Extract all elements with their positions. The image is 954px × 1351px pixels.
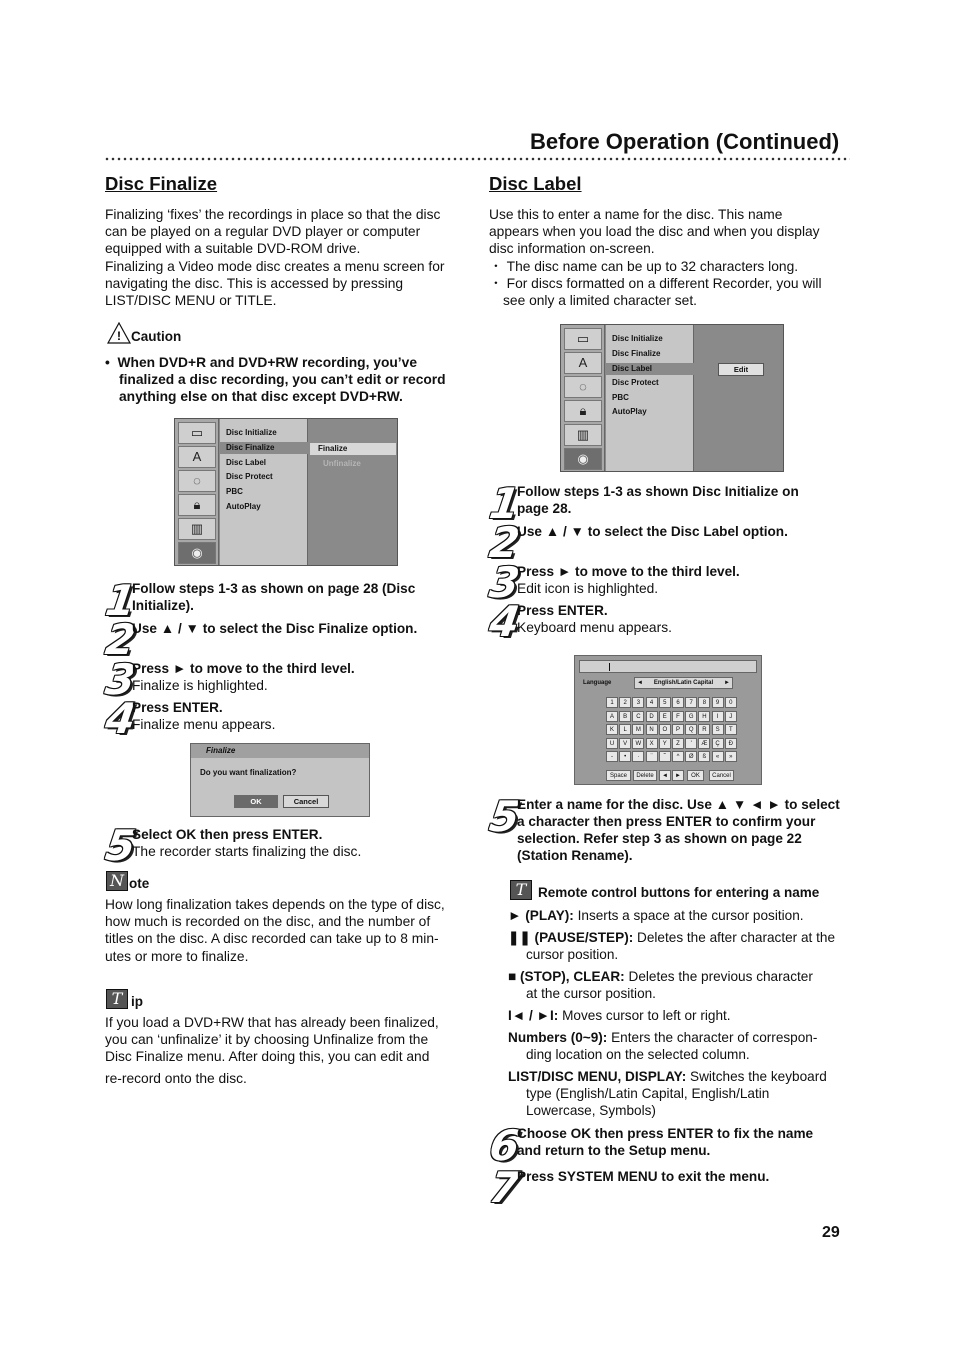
keyboard-key[interactable]: •: [619, 751, 631, 762]
dialog-question: Do you want finalization?: [200, 768, 297, 777]
keyboard-key[interactable]: ß: [698, 751, 710, 762]
remote-tip-title: Remote control buttons for entering a name: [538, 885, 820, 900]
step-heading: Press SYSTEM MENU to exit the menu.: [517, 1169, 770, 1184]
keyboard-key[interactable]: ^: [672, 751, 684, 762]
intro-line: appears when you load the disc and when you display: [489, 224, 820, 240]
keyboard-key[interactable]: O: [659, 724, 671, 735]
keyboard-key[interactable]: R: [698, 724, 710, 735]
menu-item-pbc[interactable]: PBC: [612, 393, 629, 402]
keyboard-key[interactable]: 3: [632, 697, 644, 708]
step-heading: Use ▲ / ▼ to select the Disc Label option.: [517, 524, 788, 539]
intro-line: Use this to enter a name for the disc. This name: [489, 207, 783, 222]
keyboard-key[interactable]: ˜: [659, 751, 671, 762]
rc-text: type (English/Latin Capital, English/Latin: [526, 1086, 770, 1101]
keyboard-key[interactable]: Ç: [712, 738, 724, 749]
keyboard-key[interactable]: T: [725, 724, 737, 735]
bullet-text: For discs formatted on a different Recorder, you will: [506, 275, 822, 291]
note-label: ote: [129, 876, 150, 891]
step-heading: Follow steps 1-3 as shown Disc Initialize on: [517, 484, 799, 499]
dialog-title: Finalize: [191, 744, 369, 758]
keyboard-key[interactable]: U: [606, 738, 618, 749]
keyboard-key[interactable]: W: [632, 738, 644, 749]
step-heading: Press ► to move to the third level.: [132, 661, 355, 676]
tip-text: [105, 1014, 470, 1087]
rc-text: at the cursor position.: [526, 986, 656, 1001]
tv-icon: ▭: [564, 328, 602, 350]
keyboard-key[interactable]: C: [632, 711, 644, 722]
keyboard-key[interactable]: ·: [632, 751, 644, 762]
finalize-menu-screen: [174, 418, 398, 566]
step-number: 5: [486, 792, 523, 841]
note-line: titles on the disc. A disc recorded can take up to 8 min-: [105, 931, 439, 947]
keyboard-key[interactable]: Q: [685, 724, 697, 735]
edit-button[interactable]: Edit: [718, 363, 764, 376]
tip-line: If you load a DVD+RW that has already been finalized,: [105, 1015, 439, 1030]
film-icon: ▥: [178, 518, 216, 540]
step-heading: selection. Refer step 3 as shown on page 22: [517, 831, 802, 846]
keyboard-key[interactable]: A: [606, 711, 618, 722]
finalize-dialog: [190, 743, 370, 817]
rc-text: ding location on the selected column.: [526, 1047, 750, 1062]
step-number: 4: [486, 597, 523, 646]
svg-text:!: !: [117, 329, 121, 343]
keyboard-key[interactable]: 8: [698, 697, 710, 708]
step-2: [517, 523, 852, 540]
step-subtext: Edit icon is highlighted.: [517, 581, 659, 596]
keyboard-key[interactable]: -: [606, 751, 618, 762]
step-4: [517, 602, 852, 636]
step-7: [517, 1168, 862, 1185]
lock-icon: 🔒︎: [564, 400, 602, 422]
remote-tip-heading: [510, 880, 819, 900]
menu-item-disc-finalize[interactable]: Disc Finalize: [612, 349, 661, 358]
keyboard-key[interactable]: I: [712, 711, 724, 722]
language-label: Language: [583, 680, 612, 686]
menu-icon-column: [561, 325, 605, 471]
keyboard-key[interactable]: F: [672, 711, 684, 722]
menu-item-disc-initialize[interactable]: Disc Initialize: [612, 334, 663, 343]
page-header-title: Before Operation (Continued): [530, 129, 840, 154]
step-heading: Initialize).: [132, 598, 194, 613]
label-intro: [489, 206, 854, 309]
step-6: [517, 1125, 862, 1159]
intro-line: disc information on-screen.: [489, 241, 655, 257]
arrow-right-icon: ►: [724, 680, 730, 686]
note-line: How long finalization takes depends on the type of disc,: [105, 897, 445, 912]
step-heading: and return to the Setup menu.: [517, 1143, 711, 1158]
menu-item-disc-label[interactable]: Disc Label: [606, 363, 694, 375]
keyboard-key[interactable]: V: [619, 738, 631, 749]
audio-icon: ◌: [564, 376, 602, 398]
step-4: [132, 699, 462, 733]
tip-line: you can ‘unfinalize’ it by choosing Unfinalize from the: [105, 1032, 429, 1048]
keyboard-key[interactable]: 1: [606, 697, 618, 708]
keyboard-key[interactable]: K: [606, 724, 618, 735]
step-subtext: Finalize menu appears.: [132, 717, 276, 732]
tip-icon: T: [510, 880, 532, 900]
rc-text: Switches the keyboard: [686, 1069, 827, 1084]
keyboard-key[interactable]: 9: [712, 697, 724, 708]
intro-line: Finalizing ‘fixes’ the recordings in place so that the disc: [105, 207, 441, 222]
bullet-text: The disc name can be up to 32 characters long.: [506, 258, 799, 274]
rc-key: I◄ / ►I:: [508, 1008, 559, 1023]
cursor-left-key[interactable]: ◄: [659, 770, 671, 781]
step-1: [132, 580, 462, 614]
language-value: English/Latin Capital: [653, 680, 714, 686]
note-text: [105, 896, 470, 965]
menu-item-pbc[interactable]: PBC: [226, 487, 243, 496]
keyboard-key[interactable]: Æ: [698, 738, 710, 749]
rc-text: Moves cursor to left or right.: [558, 1008, 731, 1023]
disc-label-menu-screen: [560, 324, 784, 472]
rc-text: Lowercase, Symbols): [526, 1103, 656, 1118]
step-number: 2: [486, 518, 523, 567]
keyboard-key[interactable]: H: [698, 711, 710, 722]
rc-key: Numbers (0~9):: [508, 1030, 608, 1045]
keyboard-key[interactable]: 7: [685, 697, 697, 708]
text-cursor: [609, 663, 610, 671]
language-icon: A: [178, 446, 216, 468]
step-heading: Press ► to move to the third level.: [517, 564, 740, 579]
keyboard-key[interactable]: »: [725, 751, 737, 762]
cancel-key[interactable]: Cancel: [709, 770, 734, 781]
tip-line: re-record onto the disc.: [105, 1070, 247, 1086]
menu-item-disc-label[interactable]: Disc Label: [226, 458, 267, 467]
keyboard-key[interactable]: J: [725, 711, 737, 722]
step-heading: Press ENTER.: [132, 700, 223, 715]
step-heading: (Station Rename).: [517, 848, 633, 863]
disc-icon: ◉: [178, 542, 216, 564]
rc-item-numbers: [508, 1029, 853, 1063]
disc-icon: ◉: [564, 448, 602, 470]
step-subtext: Finalize is highlighted.: [132, 678, 268, 693]
finalize-intro: [105, 206, 470, 309]
menu-item-column: [220, 419, 308, 565]
step-number: 2: [102, 615, 139, 664]
rc-item-pause: [508, 929, 853, 963]
keyboard-key[interactable]: 4: [646, 697, 658, 708]
menu-item-autoplay[interactable]: AutoPlay: [226, 502, 261, 511]
language-icon: A: [564, 352, 602, 374]
page-number: 29: [822, 1224, 840, 1241]
rc-text: cursor position.: [526, 947, 619, 962]
step-5: [132, 826, 462, 860]
note-line: how much is recorded on the disc, and the number of: [105, 914, 431, 930]
keyboard-key[interactable]: Ø: [685, 751, 697, 762]
bullet-text: see only a limited character set.: [503, 293, 698, 309]
keyboard-key[interactable]: ': [685, 738, 697, 749]
step-number: 3: [102, 655, 139, 704]
keyboard-screen: [574, 655, 762, 785]
intro-line: LIST/DISC MENU or TITLE.: [105, 293, 277, 309]
rc-item-skip: [508, 1007, 853, 1024]
section-title-disc-finalize: Disc Finalize: [105, 173, 218, 194]
option-unfinalize[interactable]: Unfinalize: [323, 459, 361, 468]
note-line: utes or more to finalize.: [105, 948, 249, 964]
language-selector[interactable]: [634, 677, 733, 689]
menu-item-disc-protect[interactable]: Disc Protect: [226, 472, 273, 481]
rc-text: Inserts a space at the cursor position.: [573, 908, 804, 923]
film-icon: ▥: [564, 424, 602, 446]
keyboard-key[interactable]: «: [712, 751, 724, 762]
menu-item-autoplay[interactable]: AutoPlay: [612, 407, 647, 416]
audio-icon: ◌: [178, 470, 216, 492]
keyboard-key[interactable]: ¨: [646, 751, 658, 762]
tip-icon: T: [106, 989, 128, 1009]
dialog-cancel-button[interactable]: Cancel: [283, 795, 329, 808]
arrow-left-icon: ◄: [637, 680, 643, 686]
step-heading: Press ENTER.: [517, 603, 608, 618]
keyboard-key[interactable]: 6: [672, 697, 684, 708]
tip-label: ip: [131, 994, 143, 1009]
keyboard-key[interactable]: D: [646, 711, 658, 722]
section-title-disc-label: Disc Label: [489, 173, 582, 194]
menu-item-disc-protect[interactable]: Disc Protect: [612, 378, 659, 387]
tip-heading: [106, 989, 143, 1009]
caution-heading: [107, 322, 181, 344]
step-number: 7: [486, 1163, 523, 1212]
menu-item-column: [606, 325, 694, 471]
keyboard-key[interactable]: L: [619, 724, 631, 735]
rc-item-list: [508, 1068, 853, 1119]
step-heading: Use ▲ / ▼ to select the Disc Finalize option.: [132, 621, 418, 636]
warning-triangle-icon: [107, 322, 131, 344]
dotted-divider: [104, 157, 850, 161]
keyboard-key[interactable]: B: [619, 711, 631, 722]
delete-key[interactable]: Delete: [633, 770, 657, 781]
step-number: 6: [486, 1121, 523, 1170]
note-heading: [106, 871, 149, 891]
step-subtext: Keyboard menu appears.: [517, 620, 672, 635]
keyboard-key[interactable]: M: [632, 724, 644, 735]
rc-text: Enters the character of correspon-: [607, 1030, 818, 1045]
step-2: [132, 620, 462, 637]
keyboard-key[interactable]: Y: [659, 738, 671, 749]
option-finalize[interactable]: Finalize: [310, 443, 396, 455]
menu-icon-column: [175, 419, 219, 565]
menu-item-disc-initialize[interactable]: Disc Initialize: [226, 428, 277, 437]
step-subtext: The recorder starts finalizing the disc.: [132, 844, 362, 859]
step-heading: Follow steps 1-3 as shown on page 28 (Disc: [132, 581, 416, 596]
keyboard-key[interactable]: Ð: [725, 738, 737, 749]
keyboard-key[interactable]: G: [685, 711, 697, 722]
step-heading: Choose OK then press ENTER to fix the name: [517, 1126, 814, 1141]
rc-key: LIST/DISC MENU, DISPLAY:: [508, 1069, 687, 1084]
keyboard-key[interactable]: S: [712, 724, 724, 735]
keyboard-key[interactable]: E: [659, 711, 671, 722]
step-3: [132, 660, 462, 694]
bullet-item: ・ For discs formatted on a different Recorder, you will: [489, 275, 822, 291]
step-heading: page 28.: [517, 501, 572, 516]
dialog-ok-button[interactable]: OK: [234, 795, 278, 808]
step-5: [517, 796, 862, 864]
step-heading: a character then press ENTER to confirm your: [517, 814, 816, 829]
keyboard-key[interactable]: 2: [619, 697, 631, 708]
keyboard-key[interactable]: N: [646, 724, 658, 735]
lock-icon: 🔒︎: [178, 494, 216, 516]
step-number: 5: [102, 821, 139, 870]
tv-icon: ▭: [178, 422, 216, 444]
cursor-right-key[interactable]: ►: [672, 770, 684, 781]
keyboard-key[interactable]: Z: [672, 738, 684, 749]
bullet-item: ・ The disc name can be up to 32 characters long.: [489, 258, 799, 274]
rc-key: ❚❚ (PAUSE/STEP):: [508, 930, 634, 945]
tip-line: Disc Finalize menu. After doing this, you can edit and: [105, 1049, 430, 1065]
step-heading: Select OK then press ENTER.: [132, 827, 323, 842]
rc-item-play: [508, 907, 853, 924]
rc-key: ■ (STOP), CLEAR:: [508, 969, 625, 984]
step-number: 3: [486, 558, 523, 607]
caution-text: When DVD+R and DVD+RW recording, you’ve finalized a disc recording, you can’t edit or record anything else on that disc except DVD+RW.: [117, 355, 446, 405]
step-number: 1: [102, 576, 139, 625]
intro-line: can be played on a regular DVD player or computer: [105, 224, 421, 240]
rc-key: ► (PLAY):: [508, 908, 574, 923]
keyboard-key[interactable]: X: [646, 738, 658, 749]
step-1: [517, 483, 852, 517]
rc-item-stop: [508, 968, 853, 1002]
keyboard-key[interactable]: P: [672, 724, 684, 735]
caution-bullet: • When DVD+R and DVD+RW recording, you’ve finalized a disc recording, you can’t edit or record anything else on that disc except DVD+RW.: [105, 355, 446, 405]
name-input[interactable]: [579, 660, 757, 673]
keyboard-key[interactable]: 5: [659, 697, 671, 708]
caution-label: Caution: [131, 329, 182, 344]
ok-key[interactable]: OK: [687, 770, 704, 781]
keyboard-key[interactable]: 0: [725, 697, 737, 708]
step-number: 1: [486, 479, 523, 528]
intro-line: Finalizing a Video mode disc creates a menu screen for: [105, 258, 445, 274]
remote-tip-list: [508, 907, 858, 1119]
step-number: 4: [102, 694, 139, 743]
space-key[interactable]: Space: [606, 770, 631, 781]
step-heading: Enter a name for the disc. Use ▲ ▼ ◄ ► to select: [517, 797, 840, 812]
note-icon: N: [106, 871, 128, 891]
step-3: [517, 563, 852, 597]
intro-line: equipped with a suitable DVD-ROM drive.: [105, 241, 361, 257]
intro-line: navigating the disc. This is accessed by pressing: [105, 275, 404, 291]
key-grid: [606, 697, 746, 767]
rc-text: Deletes the previous character: [624, 969, 813, 984]
menu-item-disc-finalize[interactable]: Disc Finalize: [220, 442, 308, 454]
rc-text: Deletes the after character at the: [633, 930, 835, 945]
